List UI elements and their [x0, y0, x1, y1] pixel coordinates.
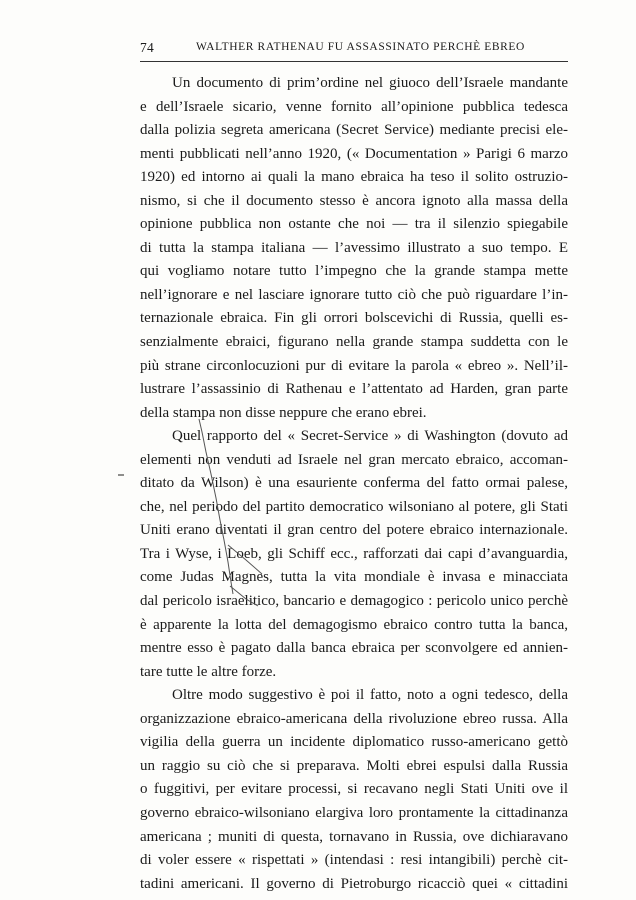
text-line: qui vogliamo notare tutto l’impegno che la grande stampa mette	[140, 263, 568, 280]
text-line: Uniti erano diventati il gran centro del potere ebraico internazionale.	[140, 522, 568, 539]
body-text	[140, 72, 568, 896]
text-line: e dell’Israele sicario, venne fornito all’opinione pubblica tedesca	[140, 98, 568, 115]
text-line: è apparente la lotta del demagogismo ebraico contro tutta la banca,	[140, 616, 568, 633]
paragraph-3	[140, 684, 568, 896]
paragraph-2	[140, 425, 568, 684]
text-line: opinione pubblica non ostante che noi — tra il silenzio spiegabile	[140, 216, 568, 233]
text-line: dalla polizia segreta americana (Secret Service) mediante precisi ele-	[140, 122, 568, 139]
text-line: come Judas Magnes, tutta la vita mondiale è invasa e minacciata	[140, 569, 568, 586]
text-line: Oltre modo suggestivo è poi il fatto, noto a ogni tedesco, della	[172, 687, 568, 704]
text-line: 1920) ed intorno ai quali la mano ebraica ha teso il solito ostruzio-	[140, 169, 568, 186]
text-line: menti pubblicati nell’anno 1920, (« Documentation » Parigi 6 marzo	[140, 145, 568, 162]
text-line: che, nel periodo del partito democratico wilsoniano al potere, gli Stati	[140, 498, 568, 515]
paragraph-1	[140, 72, 568, 425]
page-number: 74	[140, 40, 155, 55]
text-line: di voler essere « rispettati » (intendasi : resi intangibili) perchè cit-	[140, 852, 568, 869]
text-line: più strane circonlocuzioni pur di evitare la parola « ebreo ». Nell’il-	[140, 357, 568, 374]
text-line: ternazionale ebraica. Fin gli orrori bolscevichi di Russia, quelli es-	[140, 310, 568, 327]
text-line: un raggio su ciò che si preparava. Molti ebrei espulsi dalla Russia	[140, 757, 568, 774]
text-line: governo ebraico-wilsoniano elargiva loro prontamente la cittadinanza	[140, 804, 568, 821]
running-title: WALTHER RATHENAU FU ASSASSINATO PERCHÈ EBREO	[196, 41, 525, 53]
text-line: organizzazione ebraico-americana della rivoluzione ebreo russa. Alla	[140, 710, 568, 727]
text-line: Un documento di prim’ordine nel giuoco dell’Israele mandante	[172, 75, 568, 91]
text-line: senzialmente ebraici, figurano nella grande stampa suddetta con le	[140, 334, 568, 351]
text-line: Tra i Wyse, i Loeb, gli Schiff ecc., rafforzati dai capi d’avanguardia,	[140, 545, 568, 562]
text-line: tadini americani. Il governo di Pietroburgo ricacciò quei « cittadini	[140, 875, 568, 892]
text-line: ditato da Wilson) è una esauriente conferma del fatto ormai palese,	[140, 475, 568, 492]
text-line: della stampa non disse neppure che erano ebrei.	[140, 404, 427, 421]
text-line: nismo, si che il documento stesso è ancora ignoto alla massa della	[140, 192, 568, 209]
text-line: Quel rapporto del « Secret-Service » di Washington (dovuto ad	[172, 428, 568, 445]
text-line: vigilia della guerra un incidente diplomatico russo-americano gettò	[140, 734, 568, 751]
text-line: di tutta la stampa italiana — l’avessimo illustrato a suo tempo. E	[140, 239, 568, 256]
header-rule	[140, 61, 568, 62]
running-head	[140, 40, 568, 60]
text-line: elementi non venduti ad Israele nel gran mercato ebraico, accoman-	[140, 451, 568, 468]
text-line: tare tutte le altre forze.	[140, 663, 277, 680]
text-line: lustrare l’assassinio di Rathenau e l’attentato ad Harden, gran parte	[140, 381, 568, 398]
text-line: o fuggitivi, per evitare processi, si recavano negli Stati Uniti ove il	[140, 781, 568, 798]
text-line: dal pericolo israelitico, bancario e demagogico : pericolo unico perchè	[140, 593, 568, 610]
text-line: americana ; muniti di questa, tornavano in Russia, ove dichiaravano	[140, 828, 568, 845]
text-line: mentre esso è pagato dalla banca ebraica per sconvolgere ed annien-	[140, 640, 568, 657]
text-line: nell’ignorare e nel lasciare ignorare tutto ciò che può riguardare l’in-	[140, 286, 568, 303]
